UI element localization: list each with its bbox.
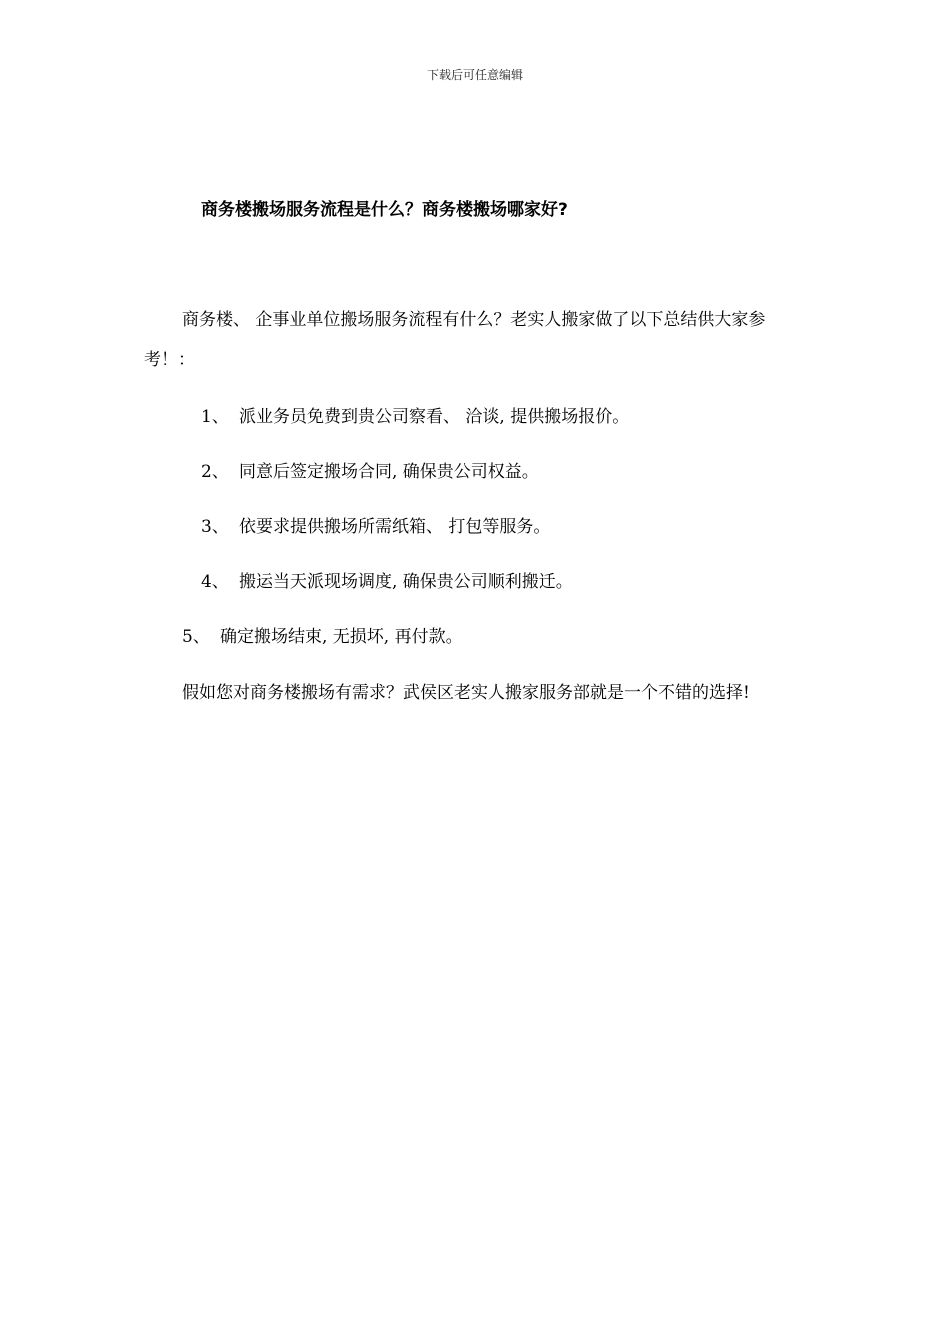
step-item — [201, 570, 573, 594]
header-note: 下载后可任意编辑 — [426, 68, 523, 82]
step-number: 5、 — [182, 627, 210, 647]
step-text: 派业务员免费到贵公司察看、 洽谈, 提供搬场报价。 — [239, 407, 630, 427]
step-number: 1、 — [201, 407, 229, 427]
closing-paragraph: 假如您对商务楼搬场有需求？武侯区老实人搬家服务部就是一个不错的选择! — [182, 683, 750, 703]
step-item — [182, 625, 463, 649]
step-text: 同意后签定搬场合同, 确保贵公司权益。 — [239, 462, 539, 482]
document-title: 商务楼搬场服务流程是什么？商务楼搬场哪家好? — [201, 200, 568, 220]
intro-paragraph: 商务楼、 企事业单位搬场服务流程有什么？老实人搬家做了以下总结供大家参考！： — [144, 310, 766, 370]
step-text: 搬运当天派现场调度, 确保贵公司顺利搬迁。 — [239, 572, 573, 592]
step-number: 3、 — [201, 517, 229, 537]
step-text: 确定搬场结束, 无损坏, 再付款。 — [220, 627, 463, 647]
step-item — [201, 405, 629, 429]
step-number: 2、 — [201, 462, 229, 482]
step-item — [201, 515, 550, 539]
step-text: 依要求提供搬场所需纸箱、 打包等服务。 — [239, 517, 551, 537]
step-number: 4、 — [201, 572, 229, 592]
step-item — [201, 460, 539, 484]
